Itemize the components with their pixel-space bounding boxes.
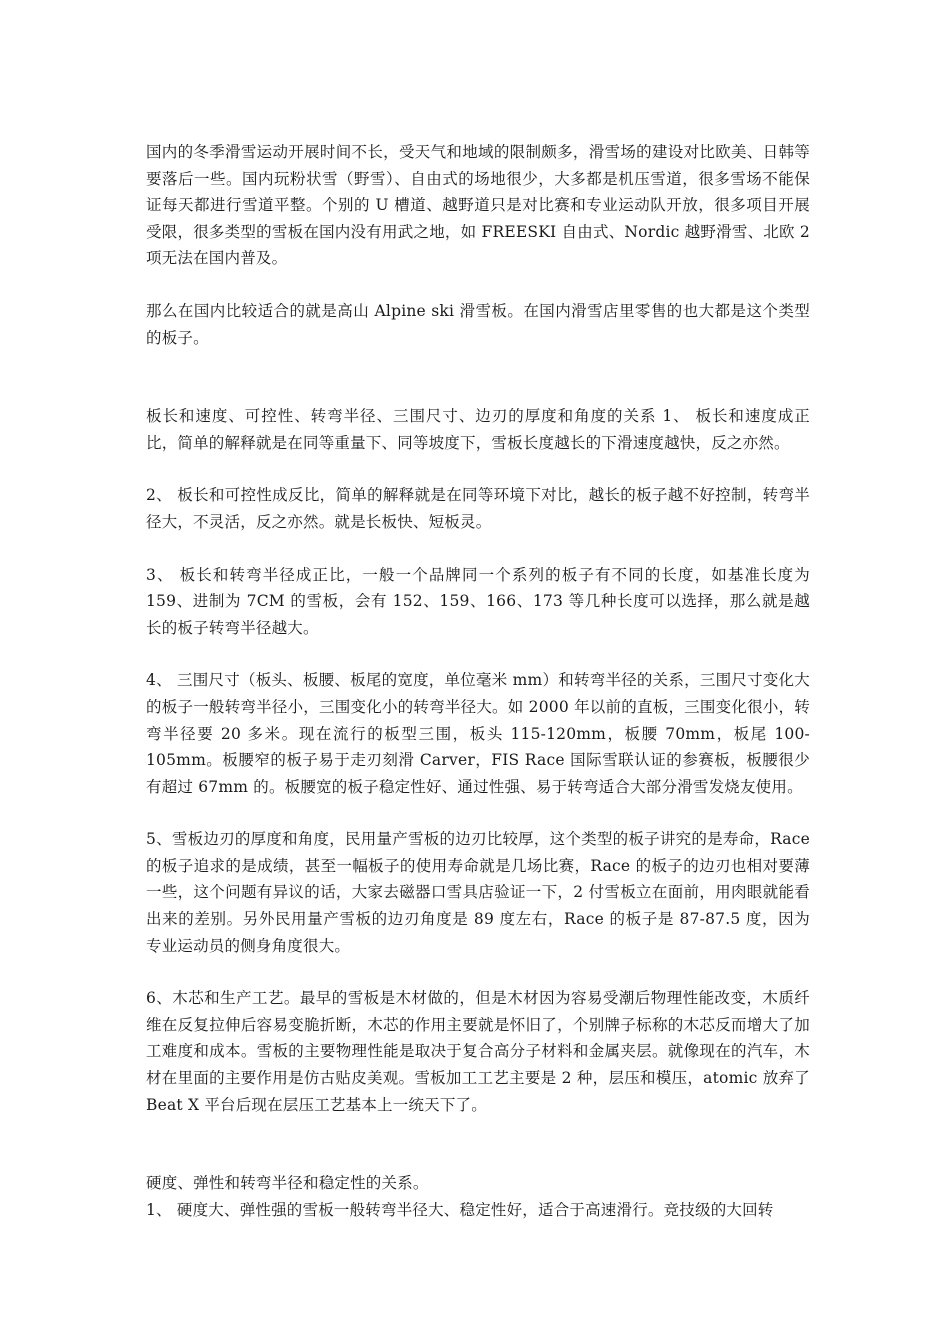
paragraph-stiffness-1: 1、 硬度大、弹性强的雪板一般转弯半径大、稳定性好，适合于高速滑行。竞技级的大回转 xyxy=(146,1200,774,1219)
paragraph-spacer xyxy=(146,1118,810,1170)
paragraph-spacer xyxy=(146,272,810,298)
paragraph-length-radius: 3、 板长和转弯半径成正比，一般一个品牌同一个系列的板子有不同的长度，如基准长度为 159、进制为 7CM 的雪板，会有 152、159、166、173 等几种长度可以选择，那么就是越长的板子转弯半径越大。 xyxy=(146,565,810,637)
paragraph-spacer xyxy=(146,959,810,985)
paragraph-spacer xyxy=(146,800,810,826)
paragraph-wood-core: 6、木芯和生产工艺。最早的雪板是木材做的，但是木材因为容易受潮后物理性能改变，木质纤维在反复拉伸后容易变脆折断，木芯的作用主要就是怀旧了，个别牌子标称的木芯反而增大了加工难度和成本。雪板的主要物理性能是取决于复合高分子材料和金属夹层。就像现在的汽车，木材在里面的主要作用是仿古贴皮美观。雪板加工工艺主要是 2 种，层压和模压，atomic 放弃了 Beat X 平台后现在层压工艺基本上一统天下了。 xyxy=(146,989,810,1114)
section-heading-stiffness: 硬度、弹性和转弯半径和稳定性的关系。 xyxy=(146,1174,429,1193)
paragraph-intro: 国内的冬季滑雪运动开展时间不长，受天气和地域的限制颇多，滑雪场的建设对比欧美、日韩等要落后一些。国内玩粉状雪（野雪）、自由式的场地很少，大多都是机压雪道，很多雪场不能保证每天都进行雪道平整。个别的 U 槽道、越野道只是对比赛和专业运动队开放，很多项目开展受限，很多类型的雪板在国内没有用武之地，如 FREESKI 自由式、Nordic 越野滑雪、北欧 2 项无法在国内普及。 xyxy=(146,143,810,268)
paragraph-length-control: 2、 板长和可控性成反比，简单的解释就是在同等环境下对比，越长的板子越不好控制，转弯半径大，不灵活，反之亦然。就是长板快、短板灵。 xyxy=(146,486,810,531)
document-page xyxy=(146,139,810,1223)
paragraph-edges: 5、雪板边刃的厚度和角度，民用量产雪板的边刃比较厚，这个类型的板子讲究的是寿命，Race 的板子追求的是成绩，甚至一幅板子的使用寿命就是几场比赛，Race 的板子的边刃也相对要薄一些，这个问题有异议的话，大家去磁器口雪具店验证一下，2 付雪板立在面前，用肉眼就能看出来的差别。另外民用量产雪板的边刃角度是 89 度左右，Race 的板子是 87-87.5 度，因为专业运动员的侧身角度很大。 xyxy=(146,830,810,955)
paragraph-spacer xyxy=(146,641,810,667)
paragraph-spacer xyxy=(146,456,810,482)
paragraph-sidecut: 4、 三围尺寸（板头、板腰、板尾的宽度，单位毫米 mm）和转弯半径的关系，三围尺寸变化大的板子一般转弯半径小，三围变化小的转弯半径大。如 2000 年以前的直板，三围变化很小，转弯半径要 20 多米。现在流行的板型三围，板头 115-120mm，板腰 70mm，板尾 100-105mm。板腰窄的板子易于走刃刻滑 Carver，FIS Race 国际雪联认证的参赛板，板腰很少有超过 67mm 的。板腰宽的板子稳定性好、通过性强、易于转弯适合大部分滑雪发烧友使用。 xyxy=(146,671,810,796)
paragraph-spacer xyxy=(146,536,810,562)
paragraph-spacer xyxy=(146,351,810,403)
paragraph-alpine-ski: 那么在国内比较适合的就是高山 Alpine ski 滑雪板。在国内滑雪店里零售的也大都是这个类型的板子。 xyxy=(146,301,810,347)
paragraph-board-length-speed: 板长和速度、可控性、转弯半径、三围尺寸、边刃的厚度和角度的关系 1、 板长和速度成正比，简单的解释就是在同等重量下、同等坡度下，雪板长度越长的下滑速度越快，反之亦然。 xyxy=(146,407,810,452)
